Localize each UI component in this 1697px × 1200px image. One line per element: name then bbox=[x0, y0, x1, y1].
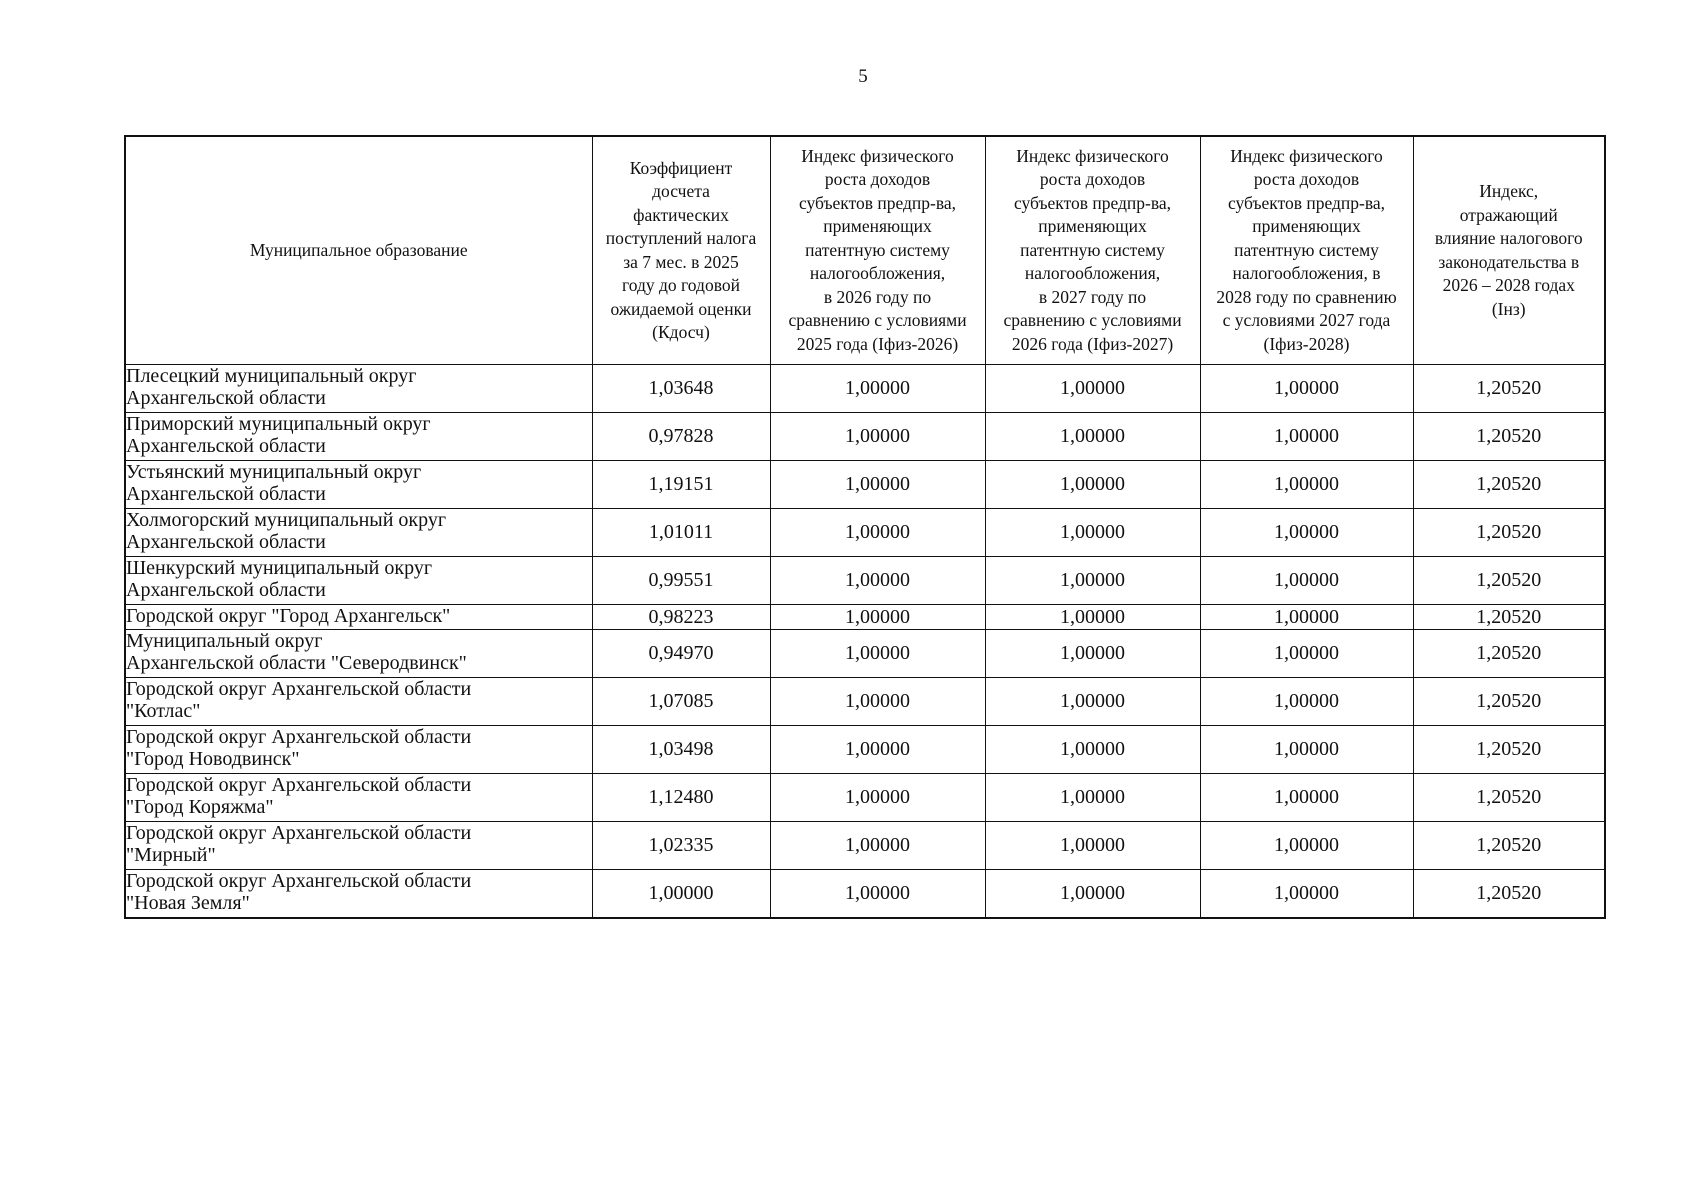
municipality-name bbox=[125, 605, 592, 630]
municipality-name-line: Архангельской области bbox=[126, 387, 326, 409]
table-row bbox=[125, 557, 1605, 605]
municipality-name bbox=[125, 509, 592, 557]
inz-value: 1,20520 bbox=[1413, 726, 1605, 774]
table-row bbox=[125, 774, 1605, 822]
ifiz-2026-value: 1,00000 bbox=[770, 557, 985, 605]
header-line: законодательства в bbox=[1438, 251, 1580, 272]
header-line: 2026 – 2028 годах bbox=[1442, 275, 1575, 295]
header-ifiz-2028 bbox=[1200, 136, 1413, 365]
kdosch-value: 1,19151 bbox=[592, 461, 770, 509]
table-body bbox=[125, 365, 1605, 919]
municipality-name-line: Архангельской области bbox=[126, 483, 326, 505]
header-line: налогообложения, bbox=[809, 263, 946, 284]
ifiz-2028-value: 1,00000 bbox=[1200, 413, 1413, 461]
ifiz-2027-value: 1,00000 bbox=[985, 461, 1200, 509]
ifiz-2028-value: 1,00000 bbox=[1200, 365, 1413, 413]
header-municipality bbox=[125, 136, 592, 365]
table-row bbox=[125, 365, 1605, 413]
kdosch-value: 0,99551 bbox=[592, 557, 770, 605]
municipality-name bbox=[125, 726, 592, 774]
header-line: сравнению с условиями bbox=[788, 310, 967, 331]
ifiz-2027-value: 1,00000 bbox=[985, 630, 1200, 678]
header-line: влияние налогового bbox=[1434, 228, 1583, 248]
municipality-name bbox=[125, 678, 592, 726]
ifiz-2027-value: 1,00000 bbox=[985, 822, 1200, 870]
municipality-name-line: Городской округ Архангельской области bbox=[126, 822, 472, 844]
header-line: роста доходов bbox=[824, 169, 931, 190]
header-line: в 2026 году по bbox=[823, 286, 932, 307]
ifiz-2026-value: 1,00000 bbox=[770, 726, 985, 774]
ifiz-2028-value: 1,00000 bbox=[1200, 774, 1413, 822]
ifiz-2027-value: 1,00000 bbox=[985, 413, 1200, 461]
header-line: Муниципальное образование bbox=[249, 239, 468, 260]
municipality-name-line: "Котлас" bbox=[126, 700, 201, 722]
ifiz-2027-value: 1,00000 bbox=[985, 774, 1200, 822]
municipality-name-line: Архангельской области "Северодвинск" bbox=[126, 652, 467, 674]
ifiz-2028-value: 1,00000 bbox=[1200, 605, 1413, 630]
table-row bbox=[125, 678, 1605, 726]
inz-value: 1,20520 bbox=[1413, 678, 1605, 726]
table-row bbox=[125, 870, 1605, 919]
ifiz-2028-value: 1,00000 bbox=[1200, 509, 1413, 557]
header-line: году до годовой bbox=[622, 275, 740, 295]
header-line: за 7 мес. в 2025 bbox=[623, 251, 739, 272]
ifiz-2027-value: 1,00000 bbox=[985, 678, 1200, 726]
inz-value: 1,20520 bbox=[1413, 822, 1605, 870]
municipality-name bbox=[125, 413, 592, 461]
municipality-name bbox=[125, 461, 592, 509]
header-line: применяющих bbox=[823, 216, 932, 237]
header-line: Коэффициент bbox=[629, 157, 733, 178]
ifiz-2026-value: 1,00000 bbox=[770, 605, 985, 630]
header-ifiz-2026 bbox=[770, 136, 985, 365]
ifiz-2027-value: 1,00000 bbox=[985, 557, 1200, 605]
kdosch-value: 1,03648 bbox=[592, 365, 770, 413]
municipality-name-line: Городской округ Архангельской области bbox=[126, 870, 472, 892]
municipality-name-line: Архангельской области bbox=[126, 435, 326, 457]
ifiz-2026-value: 1,00000 bbox=[770, 870, 985, 919]
ifiz-2028-value: 1,00000 bbox=[1200, 557, 1413, 605]
table-row bbox=[125, 630, 1605, 678]
header-line: Индекс физического bbox=[801, 145, 954, 166]
municipality-name bbox=[125, 365, 592, 413]
kdosch-value: 1,07085 bbox=[592, 678, 770, 726]
header-line: патентную систему bbox=[805, 239, 950, 260]
ifiz-2028-value: 1,00000 bbox=[1200, 678, 1413, 726]
header-line: отражающий bbox=[1459, 204, 1558, 225]
ifiz-2028-value: 1,00000 bbox=[1200, 461, 1413, 509]
municipality-name-line: "Мирный" bbox=[126, 844, 216, 866]
inz-value: 1,20520 bbox=[1413, 365, 1605, 413]
ifiz-2028-value: 1,00000 bbox=[1200, 630, 1413, 678]
municipality-name-line: Городской округ Архангельской области bbox=[126, 774, 472, 796]
municipality-name bbox=[125, 870, 592, 919]
header-line: роста доходов bbox=[1039, 169, 1146, 190]
inz-value: 1,20520 bbox=[1413, 774, 1605, 822]
header-line: (Інз) bbox=[1491, 298, 1526, 319]
header-line: патентную систему bbox=[1234, 239, 1379, 260]
header-line: фактических bbox=[633, 204, 729, 225]
municipality-name-line: "Город Коряжма" bbox=[126, 796, 274, 818]
inz-value: 1,20520 bbox=[1413, 605, 1605, 630]
page-number: 5 bbox=[858, 66, 868, 87]
ifiz-2026-value: 1,00000 bbox=[770, 630, 985, 678]
header-line: применяющих bbox=[1252, 216, 1361, 237]
municipality-name bbox=[125, 557, 592, 605]
municipality-name-line: Архангельской области bbox=[126, 579, 326, 601]
municipality-name-line: "Новая Земля" bbox=[126, 892, 250, 914]
kdosch-value: 1,03498 bbox=[592, 726, 770, 774]
municipality-name-line: Городской округ Архангельской области bbox=[126, 726, 472, 748]
table-row bbox=[125, 605, 1605, 630]
header-line: ожидаемой оценки bbox=[610, 298, 752, 319]
kdosch-value: 1,01011 bbox=[592, 509, 770, 557]
header-line: патентную систему bbox=[1020, 239, 1165, 260]
header-line: субъектов предпр-ва, bbox=[1013, 192, 1172, 213]
inz-value: 1,20520 bbox=[1413, 557, 1605, 605]
municipality-name-line: Шенкурский муниципальный округ bbox=[126, 557, 433, 579]
header-line: субъектов предпр-ва, bbox=[798, 192, 957, 213]
header-line: Индекс физического bbox=[1016, 145, 1169, 166]
ifiz-2026-value: 1,00000 bbox=[770, 678, 985, 726]
kdosch-value: 0,97828 bbox=[592, 413, 770, 461]
header-line: с условиями 2027 года bbox=[1222, 310, 1391, 331]
header-inz bbox=[1413, 136, 1605, 365]
municipality-name bbox=[125, 774, 592, 822]
ifiz-2027-value: 1,00000 bbox=[985, 870, 1200, 919]
ifiz-2028-value: 1,00000 bbox=[1200, 726, 1413, 774]
header-line: применяющих bbox=[1038, 216, 1147, 237]
kdosch-value: 1,00000 bbox=[592, 870, 770, 919]
header-line: субъектов предпр-ва, bbox=[1227, 192, 1386, 213]
inz-value: 1,20520 bbox=[1413, 630, 1605, 678]
header-line: налогообложения, в bbox=[1232, 263, 1381, 284]
coefficients-table bbox=[124, 135, 1606, 919]
header-line: досчета bbox=[652, 181, 710, 201]
header-line: Индекс, bbox=[1479, 181, 1539, 201]
inz-value: 1,20520 bbox=[1413, 413, 1605, 461]
header-line: 2025 года (Іфиз-2026) bbox=[796, 333, 959, 354]
inz-value: 1,20520 bbox=[1413, 509, 1605, 557]
kdosch-value: 0,94970 bbox=[592, 630, 770, 678]
header-line: налогообложения, bbox=[1024, 263, 1161, 284]
municipality-name-line: Устьянский муниципальный округ bbox=[126, 461, 422, 483]
ifiz-2028-value: 1,00000 bbox=[1200, 870, 1413, 919]
table-row bbox=[125, 413, 1605, 461]
municipality-name-line: Городской округ "Город Архангельск" bbox=[126, 605, 451, 627]
header-ifiz-2027 bbox=[985, 136, 1200, 365]
municipality-name-line: "Город Новодвинск" bbox=[126, 748, 300, 770]
municipality-name-line: Приморский муниципальный округ bbox=[126, 413, 431, 435]
header-kdosch bbox=[592, 136, 770, 365]
municipality-name-line: Муниципальный округ bbox=[126, 630, 323, 652]
ifiz-2026-value: 1,00000 bbox=[770, 413, 985, 461]
header-line: роста доходов bbox=[1253, 169, 1360, 190]
header-line: (Кдосч) bbox=[652, 322, 710, 342]
header-line: 2028 году по сравнению bbox=[1216, 286, 1397, 307]
kdosch-value: 1,02335 bbox=[592, 822, 770, 870]
inz-value: 1,20520 bbox=[1413, 870, 1605, 919]
header-line: поступлений налога bbox=[605, 228, 757, 248]
municipality-name bbox=[125, 630, 592, 678]
ifiz-2027-value: 1,00000 bbox=[985, 605, 1200, 630]
municipality-name-line: Плесецкий муниципальный округ bbox=[126, 365, 417, 387]
ifiz-2027-value: 1,00000 bbox=[985, 365, 1200, 413]
kdosch-value: 0,98223 bbox=[592, 605, 770, 630]
municipality-name bbox=[125, 822, 592, 870]
table-row bbox=[125, 509, 1605, 557]
inz-value: 1,20520 bbox=[1413, 461, 1605, 509]
ifiz-2026-value: 1,00000 bbox=[770, 822, 985, 870]
ifiz-2026-value: 1,00000 bbox=[770, 509, 985, 557]
ifiz-2026-value: 1,00000 bbox=[770, 365, 985, 413]
ifiz-2028-value: 1,00000 bbox=[1200, 822, 1413, 870]
ifiz-2027-value: 1,00000 bbox=[985, 726, 1200, 774]
municipality-name-line: Холмогорский муниципальный округ bbox=[126, 509, 447, 531]
ifiz-2027-value: 1,00000 bbox=[985, 509, 1200, 557]
ifiz-2026-value: 1,00000 bbox=[770, 774, 985, 822]
header-line: (Іфиз-2028) bbox=[1263, 333, 1350, 354]
table-row bbox=[125, 726, 1605, 774]
kdosch-value: 1,12480 bbox=[592, 774, 770, 822]
municipality-name-line: Городской округ Архангельской области bbox=[126, 678, 472, 700]
table-row bbox=[125, 461, 1605, 509]
header-line: 2026 года (Іфиз-2027) bbox=[1011, 333, 1174, 354]
ifiz-2026-value: 1,00000 bbox=[770, 461, 985, 509]
municipality-name-line: Архангельской области bbox=[126, 531, 326, 553]
header-row bbox=[125, 136, 1605, 365]
header-line: Индекс физического bbox=[1230, 145, 1383, 166]
header-line: в 2027 году по bbox=[1038, 286, 1147, 307]
table-row bbox=[125, 822, 1605, 870]
header-line: сравнению с условиями bbox=[1003, 310, 1182, 331]
